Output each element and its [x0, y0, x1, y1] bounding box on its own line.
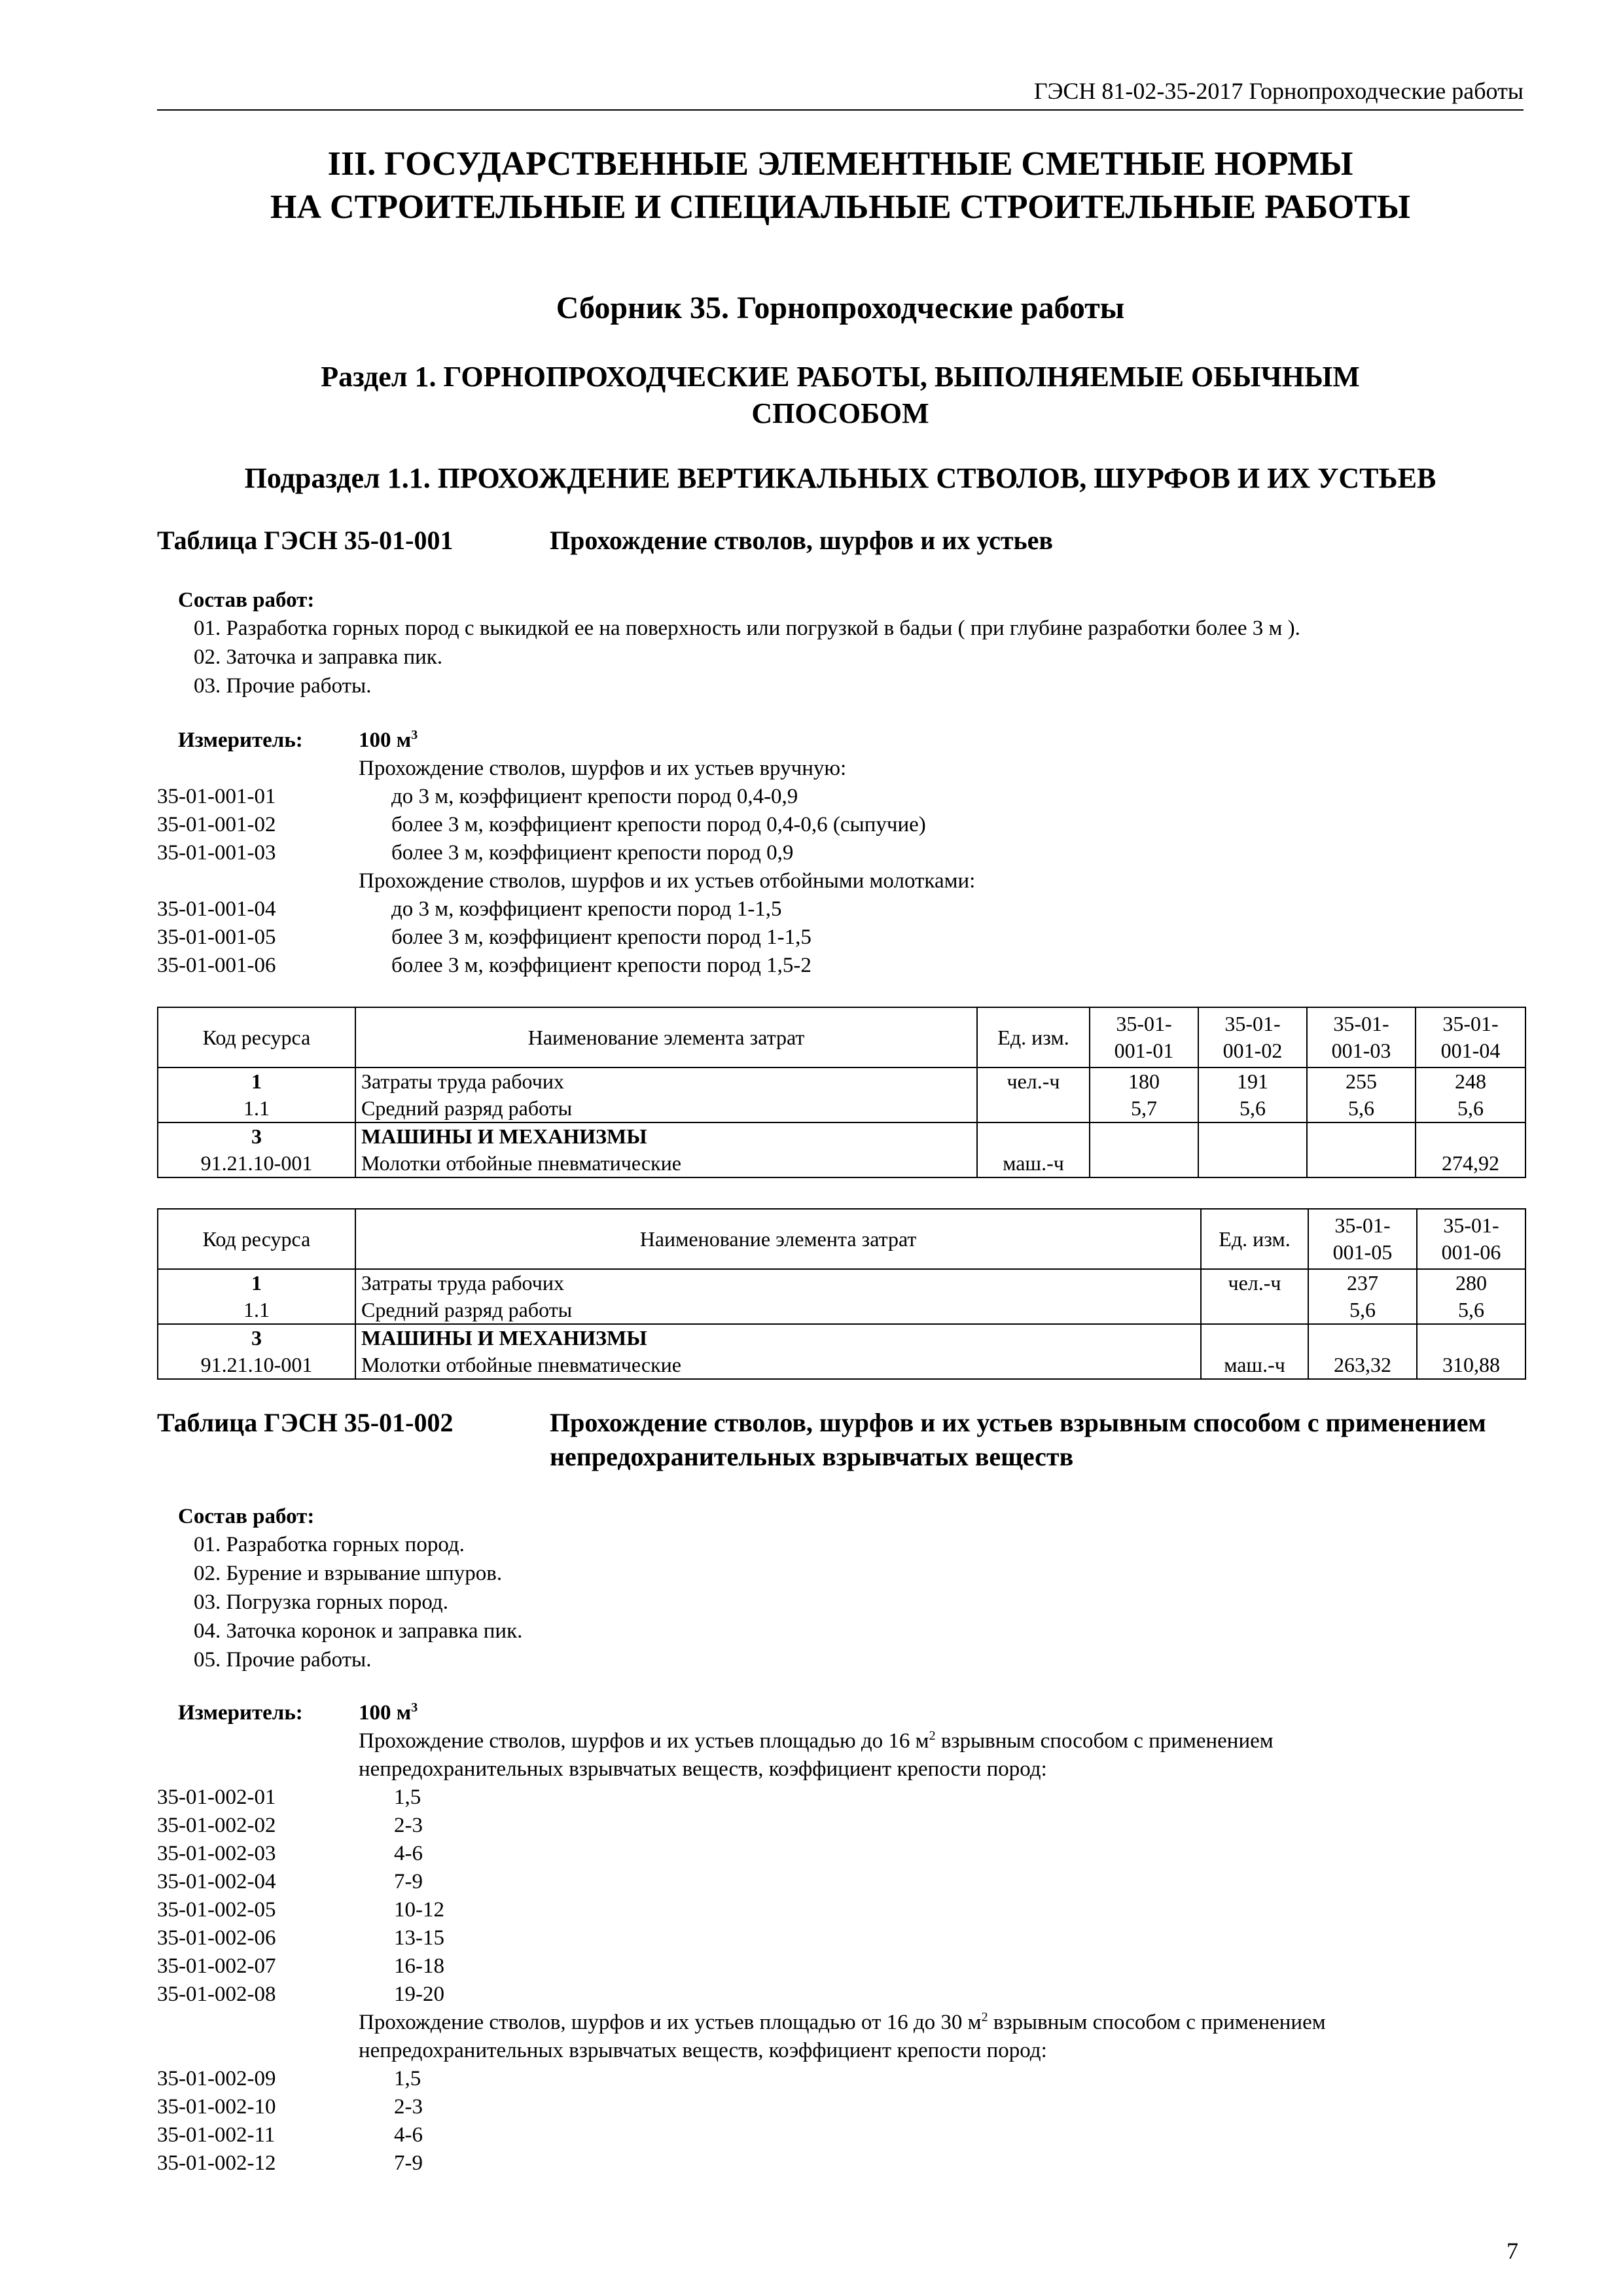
norm-code: 35-01-002-04	[157, 1870, 276, 1893]
norm-desc: 19-20	[394, 1982, 444, 2006]
resource-table-b	[157, 1208, 1526, 1380]
cell-value: 180	[1090, 1067, 1198, 1095]
cell-value: 5,6	[1417, 1297, 1525, 1324]
norm-code: 35-01-001-02	[157, 813, 276, 836]
norm-desc: 4-6	[394, 2123, 423, 2147]
norm-desc: 4-6	[394, 1842, 423, 1865]
list-item: 01. Разработка горных пород.	[194, 1533, 465, 1556]
table-row	[158, 1297, 1525, 1324]
col-header-norm-line2: 001-01	[1114, 1039, 1174, 1062]
t1-unit-value-text: 100 м	[359, 728, 412, 752]
col-header-name: Наименование элемента затрат	[355, 1007, 977, 1067]
t2-unit-label: Измеритель:	[178, 1701, 303, 1725]
col-header-norm-line2: 001-03	[1331, 1039, 1391, 1062]
cell-code: 1	[158, 1067, 355, 1095]
table-row	[158, 1352, 1525, 1379]
col-header-norm	[1307, 1007, 1416, 1067]
table-2-name: Прохождение стволов, шурфов и их устьев взрывным способом с применением непредохранительных взрывчатых веществ	[550, 1408, 1486, 1471]
t2-group-1-line-2: непредохранительных взрывчатых веществ, коэффициент крепости пород:	[359, 1757, 1047, 1781]
norm-code: 35-01-002-12	[157, 2151, 276, 2175]
norm-code: 35-01-002-08	[157, 1982, 276, 2006]
col-header-code: Код ресурса	[158, 1209, 355, 1269]
table-row	[158, 1150, 1525, 1177]
list-item: 04. Заточка коронок и заправка пик.	[194, 1619, 523, 1643]
cell-value: 280	[1417, 1269, 1525, 1297]
cell-unit: маш.-ч	[977, 1150, 1090, 1177]
norm-code: 35-01-002-01	[157, 1785, 276, 1809]
norm-desc: более 3 м, коэффициент крепости пород 0,4-0,6 (сыпучие)	[391, 813, 926, 836]
norm-desc: 10-12	[394, 1898, 444, 1922]
list-item: 03. Прочие работы.	[194, 674, 372, 698]
cell-value: 255	[1307, 1067, 1416, 1095]
cell-value	[1307, 1150, 1416, 1177]
table-2-code: Таблица ГЭСН 35-01-002	[157, 1408, 454, 1437]
table-2-heading	[157, 1406, 1525, 1478]
resource-table-a	[157, 1007, 1526, 1178]
t1-works-label: Состав работ:	[178, 588, 315, 612]
col-header-norm-line2: 001-06	[1441, 1240, 1501, 1264]
subsection-title: Подраздел 1.1. ПРОХОЖДЕНИЕ ВЕРТИКАЛЬНЫХ СТВОЛОВ, ШУРФОВ И ИХ УСТЬЕВ	[244, 462, 1436, 494]
cell-unit	[1201, 1324, 1308, 1352]
cell-value: 5,7	[1090, 1095, 1198, 1122]
cell-unit: чел.-ч	[1201, 1269, 1308, 1297]
cell-value: 248	[1416, 1067, 1525, 1095]
cell-unit	[977, 1122, 1090, 1150]
table-1-heading	[157, 524, 1525, 563]
col-header-norm-line1: 35-01-	[1334, 1213, 1391, 1237]
cell-name: Молотки отбойные пневматические	[355, 1150, 977, 1177]
cell-value	[1198, 1150, 1307, 1177]
table-header-row	[158, 1209, 1525, 1269]
norm-code: 35-01-002-03	[157, 1842, 276, 1865]
document-title-line-1: III. ГОСУДАРСТВЕННЫЕ ЭЛЕМЕНТНЫЕ СМЕТНЫЕ НОРМЫ	[327, 145, 1353, 183]
norm-desc: до 3 м, коэффициент крепости пород 0,4-0,9	[391, 785, 798, 808]
cell-code: 1.1	[158, 1297, 355, 1324]
table-row	[158, 1324, 1525, 1352]
col-header-norm-line2: 001-02	[1222, 1039, 1283, 1062]
list-item: 05. Прочие работы.	[194, 1648, 372, 1672]
t2-group-2	[359, 2009, 1326, 2037]
t2-group-1	[359, 1727, 1274, 1755]
norm-desc: до 3 м, коэффициент крепости пород 1-1,5	[391, 897, 782, 921]
col-header-norm	[1198, 1007, 1307, 1067]
cell-value: 5,6	[1198, 1095, 1307, 1122]
cell-code: 3	[158, 1122, 355, 1150]
t2-group-2-sup: 2	[981, 2010, 988, 2024]
t2-group-1-text-end: взрывным способом с применением	[935, 1729, 1274, 1753]
norm-code: 35-01-001-03	[157, 841, 276, 865]
col-header-norm-line1: 35-01-	[1116, 1012, 1172, 1035]
cell-unit	[977, 1095, 1090, 1122]
t1-group-2: Прохождение стволов, шурфов и их устьев отбойными молотками:	[359, 869, 976, 893]
list-item: 02. Заточка и заправка пик.	[194, 645, 443, 669]
table-row	[158, 1095, 1525, 1122]
col-header-norm	[1416, 1007, 1525, 1067]
norm-desc: 2-3	[394, 1814, 423, 1837]
running-header	[157, 76, 1524, 111]
norm-desc: 2-3	[394, 2095, 423, 2119]
table-row	[158, 1067, 1525, 1095]
col-header-norm	[1417, 1209, 1525, 1269]
norm-code: 35-01-002-11	[157, 2123, 276, 2147]
cell-value	[1417, 1324, 1525, 1352]
list-item: 03. Погрузка горных пород.	[194, 1590, 448, 1614]
col-header-norm-line1: 35-01-	[1443, 1213, 1499, 1237]
t2-group-1-text: Прохождение стволов, шурфов и их устьев площадью до 16 м	[359, 1729, 929, 1753]
t2-group-2-text: Прохождение стволов, шурфов и их устьев площадью от 16 до 30 м	[359, 2011, 982, 2034]
col-header-code: Код ресурса	[158, 1007, 355, 1067]
norm-desc: более 3 м, коэффициент крепости пород 0,9	[391, 841, 794, 865]
cell-name: Средний разряд работы	[355, 1297, 1201, 1324]
norm-code: 35-01-001-04	[157, 897, 276, 921]
cell-value: 263,32	[1308, 1352, 1417, 1379]
t1-group-1: Прохождение стволов, шурфов и их устьев вручную:	[359, 757, 847, 780]
norm-desc: 1,5	[394, 1785, 421, 1809]
cell-value	[1416, 1122, 1525, 1150]
norm-code: 35-01-002-02	[157, 1814, 276, 1837]
cell-value: 5,6	[1308, 1297, 1417, 1324]
norm-code: 35-01-002-07	[157, 1954, 276, 1978]
t2-unit-value	[359, 1699, 418, 1727]
cell-name: МАШИНЫ И МЕХАНИЗМЫ	[355, 1324, 1201, 1352]
cell-value	[1308, 1324, 1417, 1352]
cell-value	[1307, 1122, 1416, 1150]
col-header-norm-line1: 35-01-	[1442, 1012, 1499, 1035]
t2-unit-value-text: 100 м	[359, 1701, 412, 1725]
cell-value: 191	[1198, 1067, 1307, 1095]
cell-unit: маш.-ч	[1201, 1352, 1308, 1379]
norm-desc: более 3 м, коэффициент крепости пород 1-1,5	[391, 925, 812, 949]
norm-code: 35-01-001-06	[157, 954, 276, 977]
section-title-line-1: Раздел 1. ГОРНОПРОХОДЧЕСКИЕ РАБОТЫ, ВЫПОЛНЯЕМЫЕ ОБЫЧНЫМ	[321, 361, 1360, 393]
norm-code: 35-01-002-09	[157, 2067, 276, 2090]
cell-code: 1	[158, 1269, 355, 1297]
cell-name: Молотки отбойные пневматические	[355, 1352, 1201, 1379]
norm-code: 35-01-001-05	[157, 925, 276, 949]
col-header-norm-line2: 001-04	[1440, 1039, 1501, 1062]
cell-value	[1198, 1122, 1307, 1150]
cell-code: 91.21.10-001	[158, 1352, 355, 1379]
cell-code: 3	[158, 1324, 355, 1352]
cell-name: Средний разряд работы	[355, 1095, 977, 1122]
norm-code: 35-01-001-01	[157, 785, 276, 808]
t1-unit-label: Измеритель:	[178, 728, 303, 752]
col-header-norm-line1: 35-01-	[1333, 1012, 1389, 1035]
cell-value: 274,92	[1416, 1150, 1525, 1177]
t2-works-label: Состав работ:	[178, 1505, 315, 1528]
norm-code: 35-01-002-10	[157, 2095, 276, 2119]
document-title	[157, 143, 1524, 229]
norm-desc: 7-9	[394, 2151, 423, 2175]
cell-code: 91.21.10-001	[158, 1150, 355, 1177]
section-title	[157, 359, 1524, 432]
col-header-unit: Ед. изм.	[977, 1007, 1090, 1067]
cell-name: Затраты труда рабочих	[355, 1067, 977, 1095]
norm-desc: более 3 м, коэффициент крепости пород 1,5-2	[391, 954, 812, 977]
col-header-name: Наименование элемента затрат	[355, 1209, 1201, 1269]
cell-value: 310,88	[1417, 1352, 1525, 1379]
col-header-norm	[1090, 1007, 1198, 1067]
cell-name: МАШИНЫ И МЕХАНИЗМЫ	[355, 1122, 977, 1150]
table-row	[158, 1122, 1525, 1150]
cell-name: Затраты труда рабочих	[355, 1269, 1201, 1297]
section-title-line-2: СПОСОБОМ	[751, 397, 929, 429]
table-1-name: Прохождение стволов, шурфов и их устьев	[550, 526, 1054, 555]
col-header-norm-line1: 35-01-	[1224, 1012, 1281, 1035]
norm-desc: 16-18	[394, 1954, 444, 1978]
cell-value	[1090, 1150, 1198, 1177]
t1-works-list	[194, 614, 1300, 700]
col-header-norm-line2: 001-05	[1332, 1240, 1393, 1264]
cell-code: 1.1	[158, 1095, 355, 1122]
col-header-unit: Ед. изм.	[1201, 1209, 1308, 1269]
norm-code: 35-01-002-06	[157, 1926, 276, 1950]
collection-title: Сборник 35. Горнопроходческие работы	[556, 291, 1125, 325]
norm-desc: 13-15	[394, 1926, 444, 1950]
list-item: 01. Разработка горных пород с выкидкой ее на поверхность или погрузкой в бадьи ( при глубине разработки более 3 м ).	[194, 617, 1300, 640]
t2-group-1-sup: 2	[929, 1729, 936, 1743]
list-item: 02. Бурение и взрывание шпуров.	[194, 1562, 503, 1585]
t1-unit-value	[359, 726, 418, 755]
norm-desc: 1,5	[394, 2067, 421, 2090]
cell-unit: чел.-ч	[977, 1067, 1090, 1095]
t2-group-2-text-end: взрывным способом с применением	[988, 2011, 1326, 2034]
cell-unit	[1201, 1297, 1308, 1324]
table-row	[158, 1269, 1525, 1297]
table-1-code: Таблица ГЭСН 35-01-001	[157, 526, 454, 555]
t2-group-2-line-2: непредохранительных взрывчатых веществ, коэффициент крепости пород:	[359, 2039, 1047, 2062]
col-header-norm	[1308, 1209, 1417, 1269]
cell-value: 5,6	[1416, 1095, 1525, 1122]
cell-value: 237	[1308, 1269, 1417, 1297]
norm-desc: 7-9	[394, 1870, 423, 1893]
table-header-row	[158, 1007, 1525, 1067]
t2-works-list	[194, 1530, 522, 1674]
t1-unit-sup: 3	[411, 728, 418, 742]
t2-unit-sup: 3	[411, 1700, 418, 1715]
running-header-text: ГЭСН 81-02-35-2017 Горнопроходческие работы	[1033, 78, 1524, 104]
document-title-line-2: НА СТРОИТЕЛЬНЫЕ И СПЕЦИАЛЬНЫЕ СТРОИТЕЛЬНЫЕ РАБОТЫ	[270, 188, 1410, 226]
cell-value	[1090, 1122, 1198, 1150]
cell-value: 5,6	[1307, 1095, 1416, 1122]
page-number: 7	[1507, 2238, 1518, 2264]
norm-code: 35-01-002-05	[157, 1898, 276, 1922]
